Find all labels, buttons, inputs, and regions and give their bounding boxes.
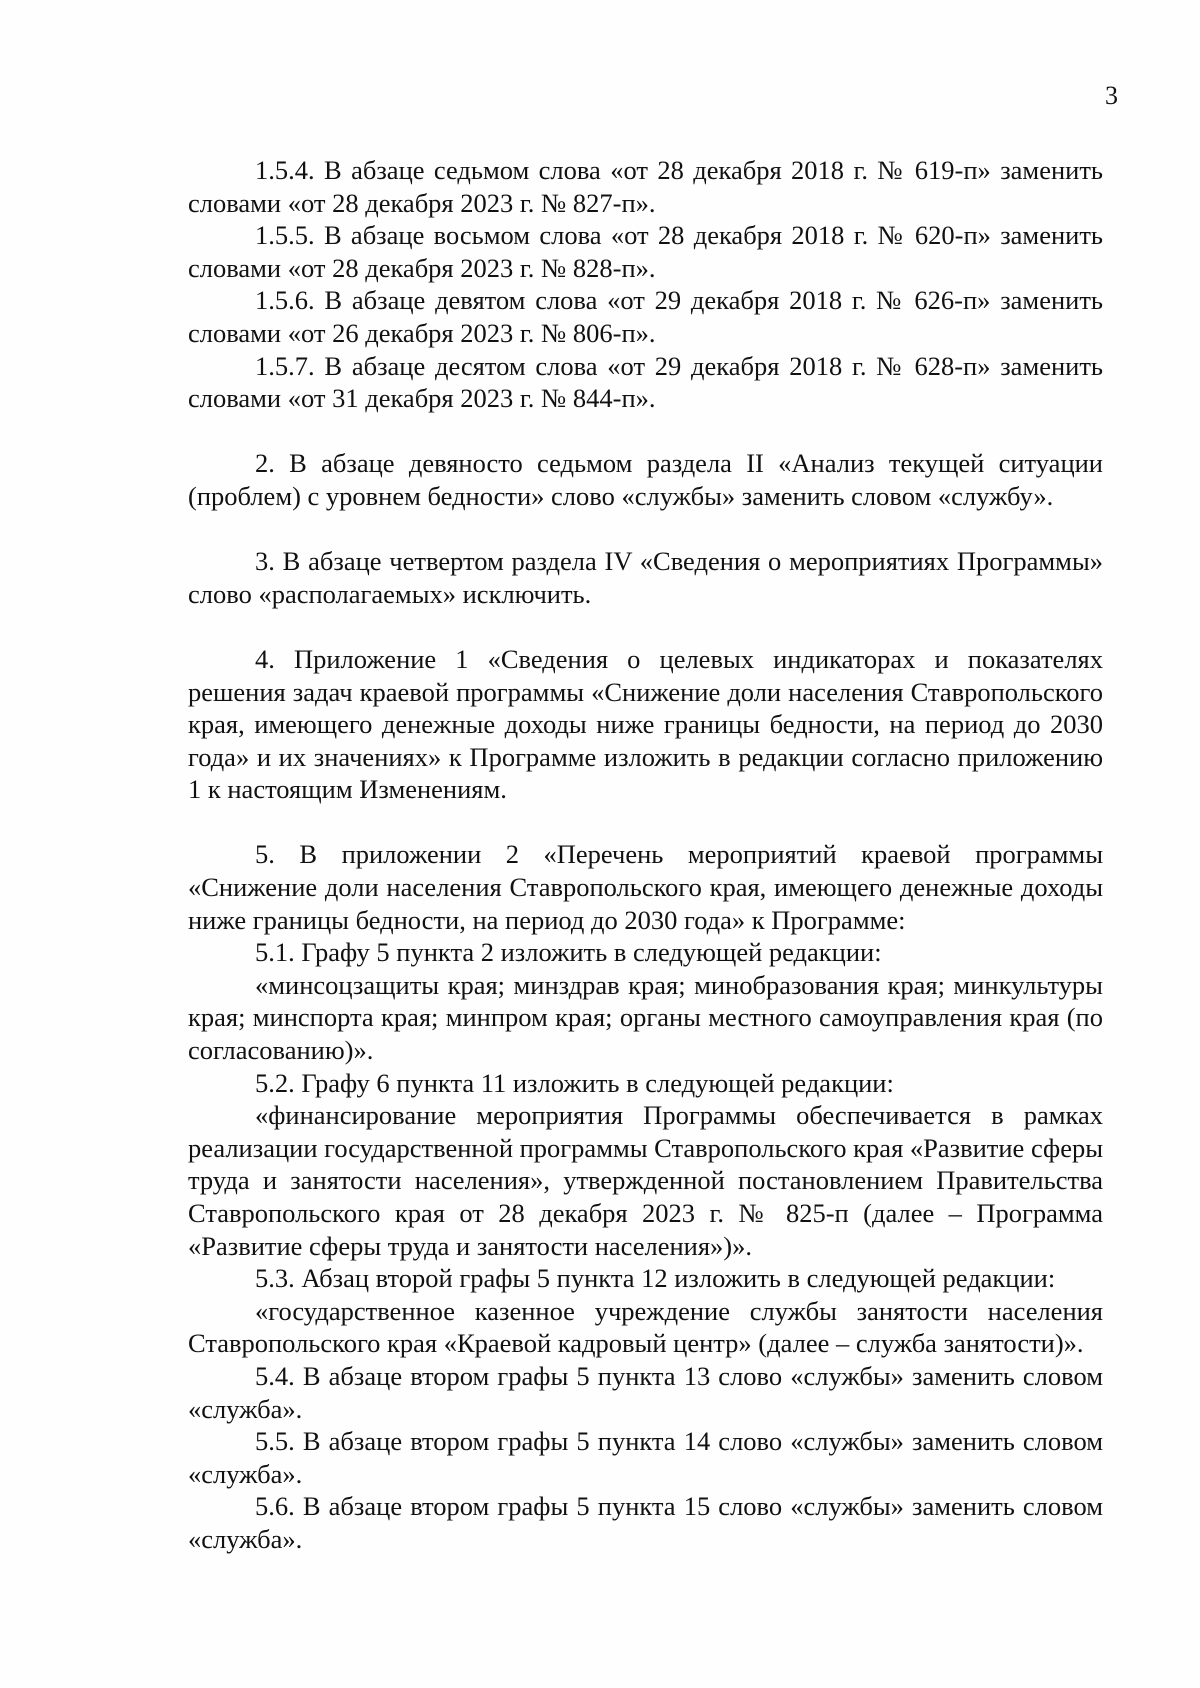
paragraph-5-2-text: «финансирование мероприятия Программы обеспечивается в рамках реализации государственной программы Ставропольского края «Развитие сферы труда и занятости населения», утвержденной постановлением Правительства Ставропольского края от 28 декабря 2023 г. № 825-п (далее – Программа «Развитие сферы труда и занятости населения»)». <box>188 1100 1104 1261</box>
paragraph-5-5: 5.5. В абзаце втором графы 5 пункта 14 слово «службы» заменить словом «служба». <box>188 1426 1103 1489</box>
paragraph-5-3: 5.3. Абзац второй графы 5 пункта 12 изложить в следующей редакции: <box>255 1263 1056 1294</box>
paragraph-1-5-5: 1.5.5. В абзаце восьмом слова «от 28 декабря 2018 г. № 620-п» заменить словами «от 28 декабря 2023 г. № 828-п». <box>188 220 1103 283</box>
paragraph-4: 4. Приложение 1 «Сведения о целевых индикаторах и показателях решения задач краевой программы «Снижение доли населения Ставропольского края, имеющего денежные доходы ниже границы бедности, на период до 2030 года» и их значениях» к Программе изложить в редакции согласно приложению 1 к настоящим Изменениям. <box>188 643 1103 805</box>
page-number: 3 <box>1105 81 1118 110</box>
paragraph-5: 5. В приложении 2 «Перечень мероприятий краевой программы «Снижение доли населения Ставропольского края, имеющего денежные доходы ниже границы бедности, на период до 2030 года» к Программе: <box>188 839 1103 935</box>
paragraph-5-6: 5.6. В абзаце втором графы 5 пункта 15 слово «службы» заменить словом «служба». <box>188 1491 1103 1554</box>
document-body <box>188 154 1103 1556</box>
paragraph-3: 3. В абзаце четвертом раздела IV «Сведения о мероприятиях Программы» слово «располагаемых» исключить. <box>188 546 1103 609</box>
paragraph-5-3-text: «государственное казенное учреждение службы занятости населения Ставропольского края «Краевой кадровый центр» (далее – служба занятости)». <box>188 1295 1103 1359</box>
paragraph-1-5-7: 1.5.7. В абзаце десятом слова «от 29 декабря 2018 г. № 628-п» заменить словами «от 31 декабря 2023 г. № 844-п». <box>188 350 1103 414</box>
paragraph-1-5-4: 1.5.4. В абзаце седьмом слова «от 28 декабря 2018 г. № 619-п» заменить словами «от 28 декабря 2023 г. № 827-п». <box>188 155 1103 218</box>
paragraph-5-1: 5.1. Графу 5 пункта 2 изложить в следующей редакции: <box>255 937 882 968</box>
paragraph-5-1-text: «минсоцзащиты края; минздрав края; минобразования края; минкультуры края; минспорта края; минпром края; органы местного самоуправления края (по согласованию)». <box>188 969 1103 1066</box>
paragraph-5-2: 5.2. Графу 6 пункта 11 изложить в следующей редакции: <box>255 1067 894 1098</box>
paragraph-1-5-6: 1.5.6. В абзаце девятом слова «от 29 декабря 2018 г. № 626-п» заменить словами «от 26 декабря 2023 г. № 806-п». <box>188 285 1103 348</box>
paragraph-2: 2. В абзаце девяносто седьмом раздела II «Анализ текущей ситуации (проблем) с уровнем бедности» слово «службы» заменить словом «службу». <box>188 448 1103 511</box>
paragraph-5-4: 5.4. В абзаце втором графы 5 пункта 13 слово «службы» заменить словом «служба». <box>188 1360 1103 1424</box>
